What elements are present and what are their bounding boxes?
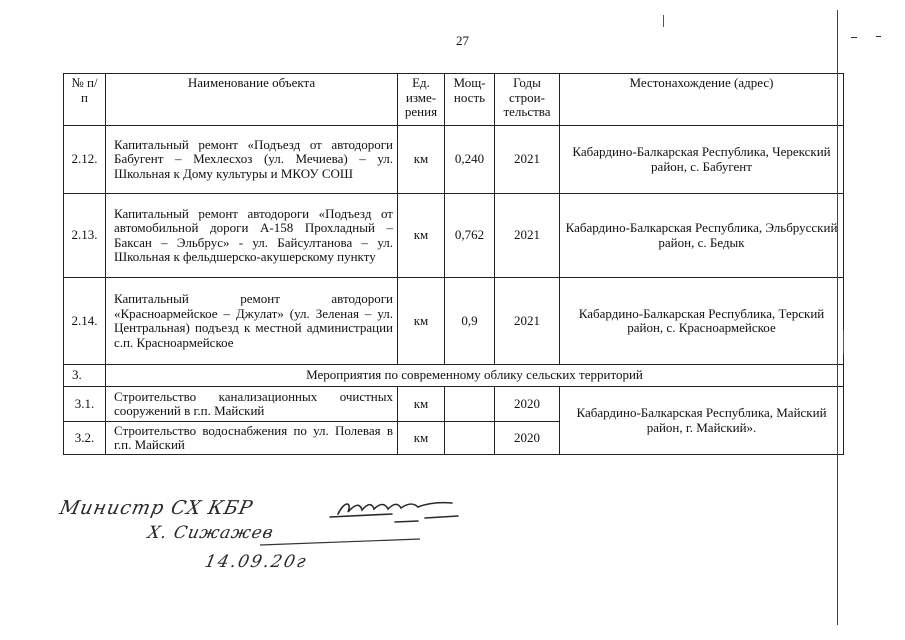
row-num: 3.2.	[64, 422, 106, 455]
row-name: Строительство водоснабжения по ул. Полевая в г.п. Майский	[106, 422, 398, 455]
row-year: 2021	[495, 278, 560, 365]
handwritten-title: Министр СХ КБР	[57, 497, 256, 519]
row-num: 2.13.	[64, 194, 106, 278]
row-location: Кабардино-Балкарская Республика, Черекский район, с. Бабугент	[560, 126, 844, 194]
header-capacity: Мощ-ность	[445, 74, 495, 126]
row-capacity: 0,9	[445, 278, 495, 365]
page-number: 27	[456, 33, 469, 48]
row-year: 2021	[495, 194, 560, 278]
row-unit: км	[398, 387, 445, 422]
handwritten-date: 14.09.20г	[202, 552, 310, 572]
header-num: № п/п	[64, 74, 106, 126]
handwritten-name: Х. Сижажев	[145, 523, 276, 543]
row-location: Кабардино-Балкарская Республика, Эльбрусский район, с. Бедык	[560, 194, 844, 278]
row-name: Строительство канализационных очистных сооружений в г.п. Майский	[106, 387, 398, 422]
row-name: Капитальный ремонт автодороги «Красноармейское – Джулат» (ул. Зеленая – ул. Центральная) подъезд к местной администрации с.п. Красноармейское	[106, 278, 398, 365]
row-name: Капитальный ремонт «Подъезд от автодороги Бабугент – Мехлесхоз (ул. Мечиева) – ул. Школьная к Дому культуры и МКОУ СОШ	[106, 126, 398, 194]
header-unit: Ед. изме-рения	[398, 74, 445, 126]
row-name: Капитальный ремонт автодороги «Подъезд от автомобильной дороги А-158 Прохладный – Баксан – Эльбрус» - ул. Байсултанова – ул. Школьная к фельдшерско-акушерскому пункту	[106, 194, 398, 278]
row-year: 2021	[495, 126, 560, 194]
row-capacity: 0,240	[445, 126, 495, 194]
header-name: Наименование объекта	[106, 74, 398, 126]
section-num: 3.	[64, 365, 106, 387]
row-unit: км	[398, 126, 445, 194]
row-unit: км	[398, 278, 445, 365]
row-num: 3.1.	[64, 387, 106, 422]
section-title: Мероприятия по современному облику сельских территорий	[106, 365, 844, 387]
row-location: Кабардино-Балкарская Республика, Терский район, с. Красноармейское	[560, 278, 844, 365]
row-unit: км	[398, 422, 445, 455]
row-num: 2.12.	[64, 126, 106, 194]
row-capacity: 0,762	[445, 194, 495, 278]
row-year: 2020	[495, 422, 560, 455]
row-num: 2.14.	[64, 278, 106, 365]
row-year: 2020	[495, 387, 560, 422]
signature-underline	[260, 539, 420, 545]
header-location: Местонахождение (адрес)	[560, 74, 844, 126]
signature-scribble	[330, 503, 458, 522]
row-unit: км	[398, 194, 445, 278]
section-location: Кабардино-Балкарская Республика, Майский район, г. Майский».	[560, 387, 844, 455]
header-years: Годы строи-тельства	[495, 74, 560, 126]
